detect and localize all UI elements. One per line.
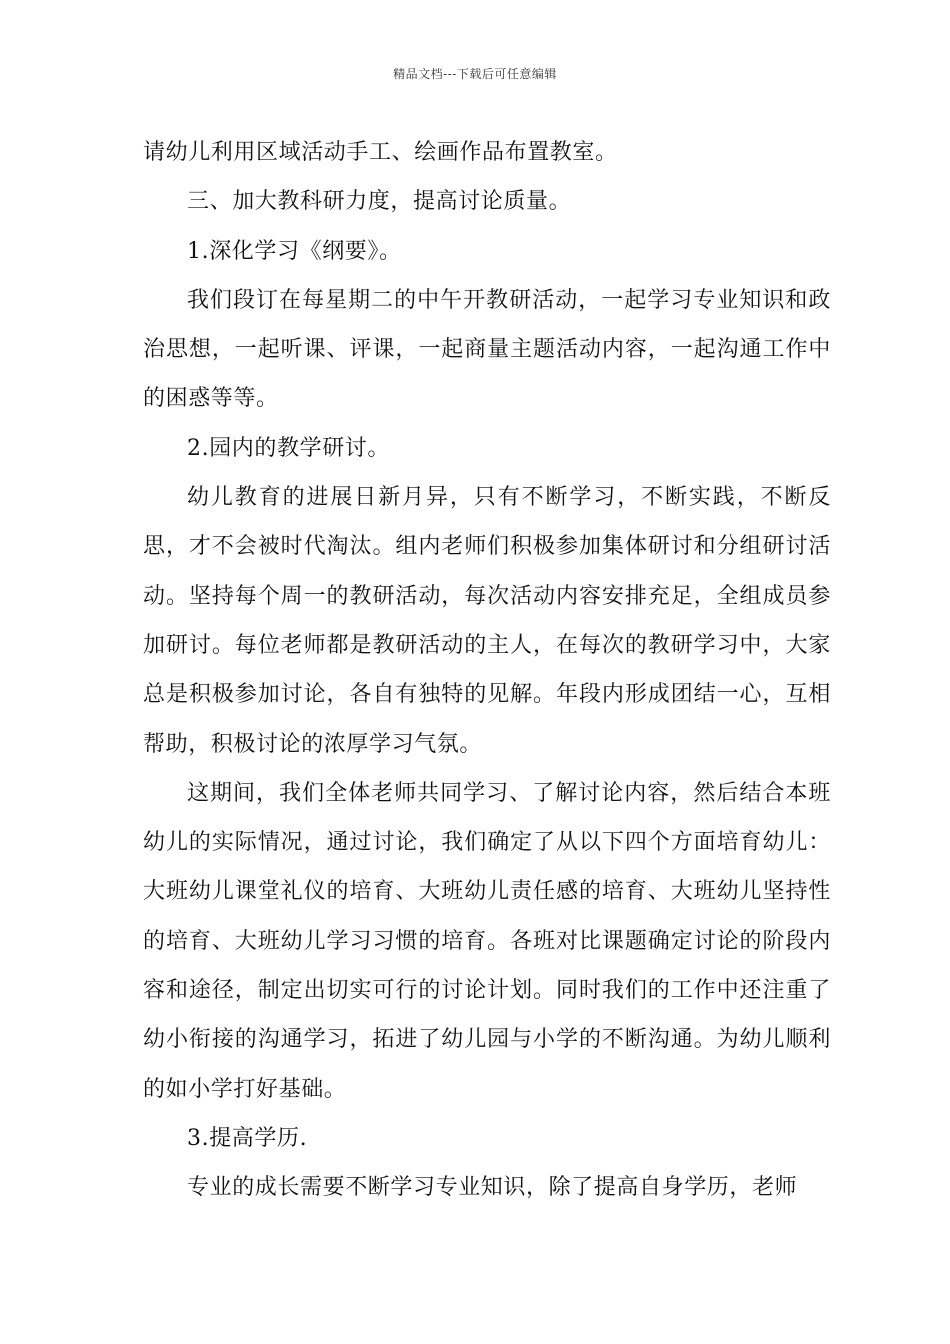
paragraph: 这期间，我们全体老师共同学习、了解讨论内容，然后结合本班幼儿的实际情况，通过讨论，我们确定了从以下四个方面培育幼儿：大班幼儿课堂礼仪的培育、大班幼儿责任感的培育、大班幼儿坚持性的培育、大班幼儿学习习惯的培育。各班对比课题确定讨论的阶段内容和途径，制定出切实可行的讨论计划。同时我们的工作中还注重了幼小衔接的沟通学习，拓进了幼儿园与小学的不断沟通。为幼儿顺利的如小学打好基础。	[143, 780, 831, 1102]
paragraph: 专业的成长需要不断学习专业知识，除了提高自身学历，老师	[187, 1175, 798, 1201]
page-header: 精品文档---下载后可任意编辑	[393, 67, 557, 81]
paragraph: 我们段订在每星期二的中午开教研活动，一起学习专业知识和政治思想，一起听课、评课，一起商量主题活动内容，一起沟通工作中的困惑等等。	[143, 287, 831, 412]
paragraph: 请幼儿利用区域活动手工、绘画作品布置教室。	[143, 140, 618, 165]
subsection-heading: 2.园内的教学研讨。	[187, 435, 390, 461]
subsection-heading: 3.提高学历.	[187, 1125, 308, 1151]
document-body	[143, 128, 831, 1213]
subsection-heading: 1.深化学习《纲要》。	[187, 238, 402, 264]
section-heading: 三、加大教科研力度，提高讨论质量。	[187, 189, 572, 215]
paragraph: 幼儿教育的进展日新月异，只有不断学习，不断实践，不断反思，才不会被时代淘汰。组内老师们积极参加集体研讨和分组研讨活动。坚持每个周一的教研活动，每次活动内容安排充足，全组成员参加研讨。每位老师都是教研活动的主人，在每次的教研学习中，大家总是积极参加讨论，各自有独特的见解。年段内形成团结一心，互相帮助，积极讨论的浓厚学习气氛。	[143, 485, 831, 757]
